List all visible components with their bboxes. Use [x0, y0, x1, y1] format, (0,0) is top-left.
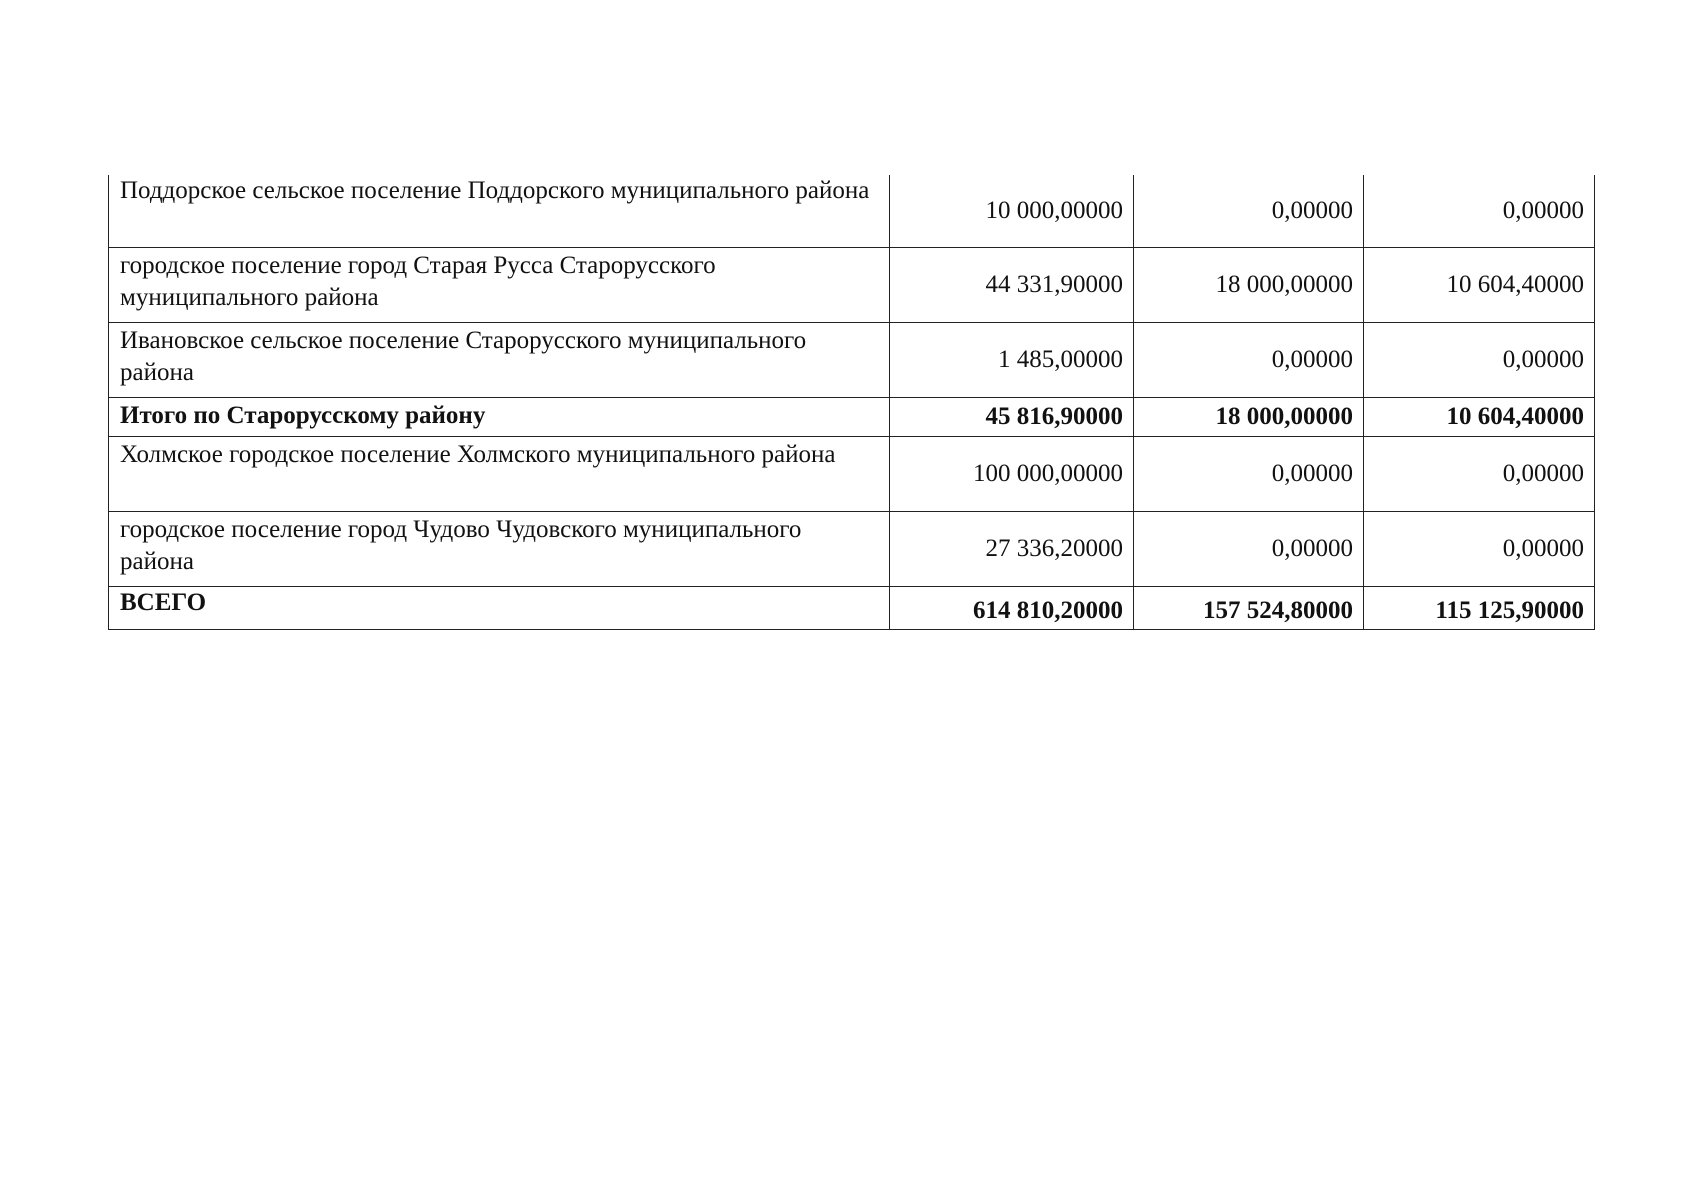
- settlement-name-cell: Поддорское сельское поселение Поддорского муниципального района: [109, 175, 890, 248]
- grand-total-label-cell: ВСЕГО: [109, 587, 890, 630]
- value-cell: 10 604,40000: [1364, 248, 1595, 323]
- settlement-name-cell: городское поселение город Старая Русса Старорусского муниципального района: [109, 248, 890, 323]
- table-row: [109, 512, 1595, 587]
- value-cell: 0,00000: [1364, 175, 1595, 248]
- value-cell: 18 000,00000: [1134, 248, 1364, 323]
- value-cell: 0,00000: [1134, 512, 1364, 587]
- value-cell: 0,00000: [1364, 512, 1595, 587]
- settlement-name-cell: городское поселение город Чудово Чудовского муниципального района: [109, 512, 890, 587]
- table-row: [109, 323, 1595, 398]
- table-row: [109, 437, 1595, 512]
- budget-table: [108, 175, 1595, 630]
- subtotal-label-cell: Итого по Старорусскому району: [109, 398, 890, 437]
- value-cell: 0,00000: [1364, 323, 1595, 398]
- table-row: [109, 175, 1595, 248]
- value-cell: 1 485,00000: [890, 323, 1134, 398]
- grand-total-value-cell: 157 524,80000: [1134, 587, 1364, 630]
- value-cell: 100 000,00000: [890, 437, 1134, 512]
- value-cell: 10 000,00000: [890, 175, 1134, 248]
- value-cell: 0,00000: [1134, 323, 1364, 398]
- grand-total-row: [109, 587, 1595, 630]
- subtotal-row: [109, 398, 1595, 437]
- grand-total-value-cell: 115 125,90000: [1364, 587, 1595, 630]
- settlement-name-cell: Холмское городское поселение Холмского муниципального района: [109, 437, 890, 512]
- value-cell: 27 336,20000: [890, 512, 1134, 587]
- value-cell: 0,00000: [1134, 437, 1364, 512]
- settlement-name-cell: Ивановское сельское поселение Старорусского муниципального района: [109, 323, 890, 398]
- table-row: [109, 248, 1595, 323]
- subtotal-value-cell: 18 000,00000: [1134, 398, 1364, 437]
- subtotal-value-cell: 45 816,90000: [890, 398, 1134, 437]
- value-cell: 44 331,90000: [890, 248, 1134, 323]
- grand-total-value-cell: 614 810,20000: [890, 587, 1134, 630]
- value-cell: 0,00000: [1134, 175, 1364, 248]
- subtotal-value-cell: 10 604,40000: [1364, 398, 1595, 437]
- value-cell: 0,00000: [1364, 437, 1595, 512]
